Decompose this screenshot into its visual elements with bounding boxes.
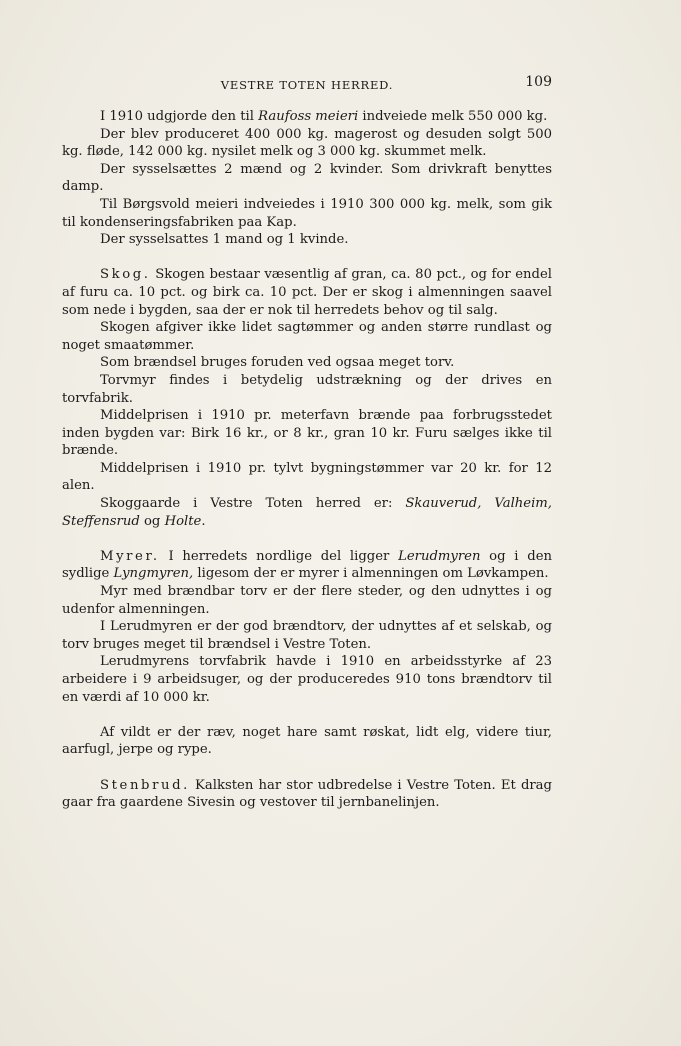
raufoss-p1-text-b: indveiede melk 550 000 kg. [358,109,548,124]
section-gap [62,759,552,777]
skog-p7-og: og [139,513,165,529]
raufoss-p1-text-a: I 1910 udgjorde den til [100,109,259,124]
stenbrud-p1-text: Kalksten har stor udbredelse i Vestre Toten. Et drag gaar fra gaardene Sivesin og vestover til jernbanelinjen. [62,777,552,811]
myrer-paragraph-2: Myr med brændbar torv er der flere steder, og den udnyttes i og udenfor almenningen. [62,584,552,617]
section-gap [62,530,552,548]
stenbrud-heading: Stenbrud. [100,777,190,793]
raufoss-paragraph-1 [62,108,552,126]
myrer-paragraph-1 [62,548,552,583]
section-gap [62,706,552,724]
skog-paragraph-2: Skogen afgiver ikke lidet sagtømmer og anden større rundlast og noget smaatømmer. [62,320,552,353]
skog-p1-text: Skogen bestaar væsentlig af gran, ca. 80 pct., og for endel af furu ca. 10 pct. og birk ca. 10 pct. Der er skog i almenningen saavel som nede i bygden, saa der er nok til herredets behov og til salg. [62,267,552,318]
raufoss-paragraph-4: Til Børgsvold meieri indveiedes i 1910 300 000 kg. melk, som gik til kondenseringsfabriken paa Kap. [62,196,552,230]
page-header [62,74,552,96]
raufoss-paragraph-5: Der sysselsattes 1 mand og 1 kvinde. [100,232,349,248]
skog-heading: Skog. [100,267,151,283]
myrer-paragraph-3: I Lerudmyren er der god brændtorv, der udnyttes af et selskab, og torv bruges meget til brændsel i Vestre Toten. [62,619,552,652]
skoggaarde-names: Skauverud, Valheim, Steffensrud [62,496,552,529]
skog-paragraph-5: Middelprisen i 1910 pr. meterfavn brænde paa forbrugsstedet inden bygden var: Birk 16 kr., or 8 kr., gran 10 kr. Furu sælges ikke til brænde. [62,408,552,459]
raufoss-meieri-name: Raufoss meieri [258,109,359,124]
skoggaard-last-name: Holte [164,513,202,529]
myrer-p1-text-c: ligesom der er myrer i almenningen om Løvkampen. [193,566,549,582]
section-gap [62,249,552,267]
myrer-p1-text-b: og i den sydlige [62,548,552,582]
skog-paragraph-3: Som brændsel bruges foruden ved ogsaa meget torv. [100,355,455,371]
lerudmyren-name: Lerudmyren [398,548,481,564]
skog-p7-end: . [201,513,206,529]
myrer-paragraph-4: Lerudmyrens torvfabrik havde i 1910 en arbeidsstyrke af 23 arbeidere i 9 arbeidsuger, og der produceredes 910 tons brændtorv til en værdi af 10 000 kr. [62,654,552,705]
skog-p7-text: Skoggaarde i Vestre Toten herred er: [100,496,406,512]
lyngmyren-name: Lyngmyren, [113,566,194,582]
raufoss-paragraph-2: Der blev produceret 400 000 kg. magerost og desuden solgt 500 kg. fløde, 142 000 kg. nysilet melk og 3 000 kg. skummet melk. [62,126,552,160]
raufoss-paragraph-3: Der sysselsættes 2 mænd og 2 kvinder. Som drivkraft benyttes damp. [62,161,552,195]
skog-paragraph-4: Torvmyr findes i betydelig udstrækning og der drives en torvfabrik. [62,372,552,406]
myrer-p1-text-a: I herredets nordlige del ligger [159,548,399,564]
skog-paragraph-7 [62,495,552,530]
skog-paragraph-1 [62,266,552,319]
skog-paragraph-6: Middelprisen i 1910 pr. tylvt bygningstømmer var 20 kr. for 12 alen. [62,460,552,494]
page-body [62,108,552,812]
stenbrud-paragraph [62,777,552,812]
myrer-heading: Myrer. [100,548,160,564]
page-number: 109 [525,74,552,90]
vildt-paragraph: Af vildt er der ræv, noget hare samt røskat, lidt elg, videre tiur, aarfugl, jerpe og rype. [62,724,552,758]
running-head: VESTRE TOTEN HERRED. [220,78,394,92]
